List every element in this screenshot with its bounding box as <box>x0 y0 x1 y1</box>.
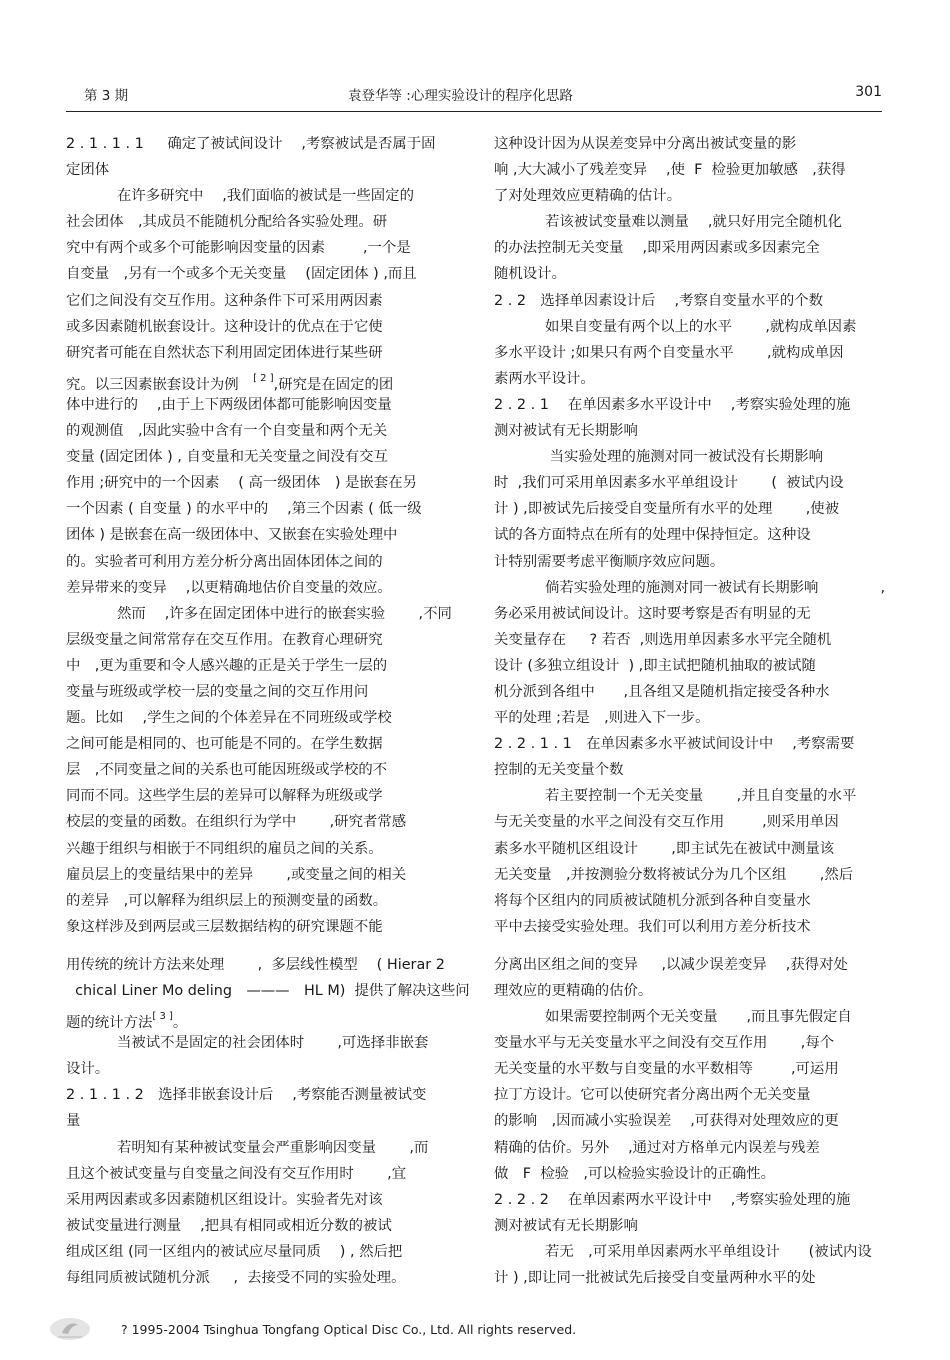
text-line: 设计 (多独立组设计 ) ,即主试把随机抽取的被试随 <box>494 657 816 674</box>
cnki-logo-icon <box>48 1316 92 1342</box>
page-number: 301 <box>855 84 882 100</box>
running-title: 袁登华等 :心理实验设计的程序化思路 <box>348 88 573 104</box>
text-line: 每组同质被试随机分派 , 去接受不同的实验处理。 <box>66 1270 406 1287</box>
section-heading: 2 . 2 选择单因素设计后 ,考察自变量水平的个数 <box>494 292 823 309</box>
text-line: 无关变量的水平数与自变量的水平数相等 ,可运用 <box>494 1061 839 1078</box>
text-line: 的差异 ,可以解释为组织层上的预测变量的函数。 <box>66 892 388 909</box>
section-heading: 2 . 2 . 2 在单因素两水平设计中 ,考察实验处理的施 <box>494 1191 851 1208</box>
text-line: 无关变量 ,并按测验分数将被试分为几个区组 ,然后 <box>494 866 854 883</box>
text-fragment: ,研究是在固定的团 <box>273 376 394 393</box>
text-line: 计特别需要考虑平衡顺序效应问题。 <box>494 553 725 570</box>
text-line: 研究者可能在自然状态下利用固定团体进行某些研 <box>66 344 383 361</box>
text-line: 随机设计。 <box>494 266 566 283</box>
citation-ref-3: [ 3 ] <box>152 1011 173 1023</box>
copyright-text: ? 1995-2004 Tsinghua Tongfang Optical Disc Co., Ltd. All rights reserved. <box>121 1322 577 1337</box>
text-line: 务必采用被试间设计。这时要考察是否有明显的无 <box>494 605 811 622</box>
text-line: 设计。 <box>66 1061 110 1078</box>
right-column <box>494 131 884 1291</box>
section-heading: 量 <box>66 1113 81 1130</box>
text-line: 平的处理 ;若是 ,则进入下一步。 <box>494 710 710 727</box>
text-line: 精确的估价。另外 ,通过对方格单元内误差与残差 <box>494 1139 820 1156</box>
text-line: 采用两因素或多因素随机区组设计。实验者先对该 <box>66 1191 383 1208</box>
footer <box>48 1316 748 1346</box>
text-line: 的。实验者可利用方差分析分离出固体团体之间的 <box>66 553 383 570</box>
section-heading: 2 . 1 . 1 . 2 选择非嵌套设计后 ,考察能否测量被试变 <box>66 1087 427 1104</box>
text-line: 理效应的更精确的估价。 <box>494 983 653 999</box>
text-line: 层 ,不同变量之间的关系也可能因班级或学校的不 <box>66 762 388 779</box>
text-line: 题。比如 ,学生之间的个体差异在不同班级或学校 <box>66 710 392 727</box>
citation-ref-2: [ 2 ] <box>253 372 274 384</box>
text-line: 倘若实验处理的施测对同一被试有长期影响 , <box>545 579 886 596</box>
text-line: 如果需要控制两个无关变量 ,而且事先假定自 <box>545 1009 852 1026</box>
text-line: 若无 ,可采用单因素两水平单组设计 (被试内设 <box>545 1243 872 1260</box>
text-line: 层级变量之间常常存在交互作用。在教育心理研究 <box>66 631 383 648</box>
text-line: 雇员层上的变量结果中的差异 ,或变量之间的相关 <box>66 866 407 883</box>
text-line: 的观测值 ,因此实验中含有一个自变量和两个无关 <box>66 423 388 440</box>
text-line: 象这样涉及到两层或三层数据结构的研究课题不能 <box>66 918 383 935</box>
section-heading: 2 . 1 . 1 . 1 确定了被试间设计 ,考察被试是否属于固 <box>66 136 436 152</box>
text-line: 这种设计因为从误差变异中分离出被试变量的影 <box>494 136 797 152</box>
text-line: 同而不同。这些学生层的差异可以解释为班级或学 <box>66 788 383 805</box>
text-line: 变量水平与无关变量水平之间没有交互作用 ,每个 <box>494 1035 835 1052</box>
text-line: 拉丁方设计。它可以使研究者分离出两个无关变量 <box>494 1087 811 1104</box>
header-rule <box>66 111 882 112</box>
text-line: 时 ,我们可采用单因素多水平单组设计 ( 被试内设 <box>494 475 844 492</box>
text-line: 之间可能是相同的、也可能是不同的。在学生数据 <box>66 736 383 753</box>
text-line: 被试变量进行测量 ,把具有相同或相近分数的被试 <box>66 1217 392 1234</box>
text-line <box>66 1004 464 1030</box>
text-line: 若明知有某种被试变量会严重影响因变量 ,而 <box>117 1139 429 1156</box>
text-line: 与无关变量的水平之间没有交互作用 ,则采用单因 <box>494 814 839 831</box>
issue-label: 第 3 期 <box>84 88 129 104</box>
text-line: 当被试不是固定的社会团体时 ,可选择非嵌套 <box>117 1035 429 1052</box>
text-line: 计 ) ,即被试先后接受自变量所有水平的处理 ,使被 <box>494 501 840 518</box>
text-line: 如果自变量有两个以上的水平 ,就构成单因素 <box>545 318 857 335</box>
text-line: 究中有两个或多个可能影响因变量的因素 ,一个是 <box>66 240 411 257</box>
running-header <box>66 84 882 110</box>
section-heading: 定团体 <box>66 162 110 179</box>
text-line: 自变量 ,另有一个或多个无关变量 (固定团体 ) ,而且 <box>66 266 417 283</box>
text-line: 多水平设计 ;如果只有两个自变量水平 ,就构成单因 <box>494 344 844 361</box>
text-line: 了对处理效应更精确的估计。 <box>494 188 682 205</box>
text-line: 中 ,更为重要和令人感兴趣的正是关于学生一层的 <box>66 657 388 674</box>
text-line: 的影响 ,因而减小实验误差 ,可获得对处理效应的更 <box>494 1113 839 1130</box>
text-line: 分离出区组之间的变异 ,以减少误差变异 ,获得对处 <box>494 956 848 973</box>
text-line: 试的各方面特点在所有的处理中保持恒定。这种设 <box>494 527 811 544</box>
text-line: 团体 ) 是嵌套在高一级团体中、又嵌套在实验处理中 <box>66 527 398 544</box>
section-heading: 测对被试有无长期影响 <box>494 423 638 440</box>
text-line: 一个因素 ( 自变量 ) 的水平中的 ,第三个因素 ( 低一级 <box>66 501 422 518</box>
section-heading: 控制的无关变量个数 <box>494 762 624 779</box>
text-fragment: 题的统计方法 <box>66 1015 153 1032</box>
text-line: 它们之间没有交互作用。这种条件下可采用两因素 <box>66 292 383 309</box>
text-line: 素多水平随机区组设计 ,即主试先在被试中测量该 <box>494 840 835 857</box>
text-line: 差异带来的变异 ,以更精确地估价自变量的效应。 <box>66 579 392 596</box>
text-line: 体中进行的 ,由于上下两级团体都可能影响因变量 <box>66 396 392 413</box>
text-fragment: 。 <box>172 1015 188 1032</box>
text-line: 兴趣于组织与相嵌于不同组织的雇员之间的关系。 <box>66 840 383 857</box>
text-line: 在许多研究中 ,我们面临的被试是一些固定的 <box>117 188 414 205</box>
text-line: 若该被试变量难以测量 ,就只好用完全随机化 <box>545 214 842 231</box>
text-line: 响 ,大大减小了残差变异 ,使 F 检验更加敏感 ,获得 <box>494 162 846 179</box>
text-line: 当实验处理的施测对同一被试没有长期影响 <box>545 449 823 466</box>
section-heading: 测对被试有无长期影响 <box>494 1217 638 1234</box>
text-line: 然而 ,许多在固定团体中进行的嵌套实验 ,不同 <box>117 605 452 622</box>
text-line: 关变量存在 ? 若否 ,则选用单因素多水平完全随机 <box>494 631 832 648</box>
text-line: chical Liner Mo deling ——— HL M) 提供了解决这些问 <box>66 983 470 999</box>
text-line <box>66 366 464 392</box>
text-line: 素两水平设计。 <box>494 370 595 387</box>
text-line: 平中去接受实验处理。我们可以利用方差分析技术 <box>494 918 811 935</box>
text-line: 或多因素随机嵌套设计。这种设计的优点在于它使 <box>66 318 383 335</box>
text-line: 且这个被试变量与自变量之间没有交互作用时 ,宜 <box>66 1165 407 1182</box>
section-heading: 2 . 2 . 1 . 1 在单因素多水平被试间设计中 ,考察需要 <box>494 736 855 753</box>
text-line: 组成区组 (同一区组内的被试应尽量同质 ) , 然后把 <box>66 1243 403 1260</box>
text-line: 计 ) ,即让同一批被试先后接受自变量两种水平的处 <box>494 1270 816 1287</box>
left-column <box>66 131 470 1291</box>
text-line: 社会团体 ,其成员不能随机分配给各实验处理。研 <box>66 214 388 231</box>
text-fragment: 究。以三因素嵌套设计为例 <box>66 376 254 393</box>
text-line: 机分派到各组中 ,且各组又是随机指定接受各种水 <box>494 683 830 700</box>
section-heading: 2 . 2 . 1 在单因素多水平设计中 ,考察实验处理的施 <box>494 396 851 413</box>
text-line: 变量与班级或学校一层的变量之间的交互作用问 <box>66 683 369 700</box>
text-line: 变量 (固定团体 ) , 自变量和无关变量之间没有交互 <box>66 449 388 466</box>
text-line: 将每个区组内的同质被试随机分派到各种自变量水 <box>494 892 811 909</box>
text-line: 的办法控制无关变量 ,即采用两因素或多因素完全 <box>494 240 820 257</box>
text-line: 校层的变量的函数。在组织行为学中 ,研究者常感 <box>66 814 407 831</box>
text-line: 作用 ;研究中的一个因素 ( 高一级团体 ) 是嵌套在另 <box>66 475 417 492</box>
text-line: 若主要控制一个无关变量 ,并且自变量的水平 <box>545 788 857 805</box>
text-line: 用传统的统计方法来处理 , 多层线性模型 ( Hierar 2 <box>66 956 445 973</box>
text-line: 做 F 检验 ,可以检验实验设计的正确性。 <box>494 1165 776 1182</box>
